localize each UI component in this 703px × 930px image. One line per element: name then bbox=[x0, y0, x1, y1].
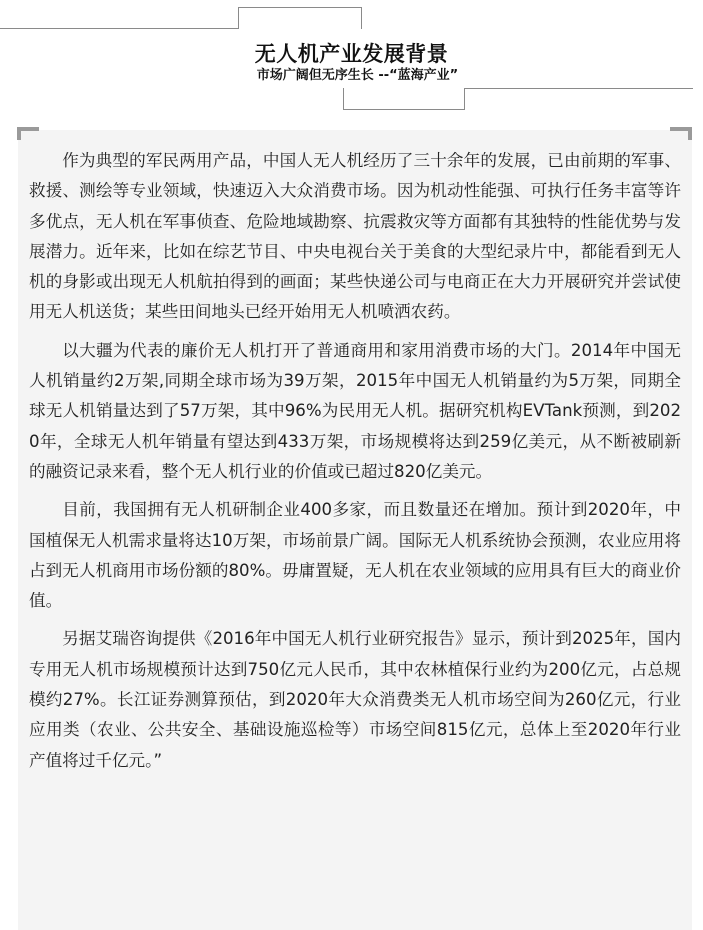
header-frame-bottom-left bbox=[343, 88, 344, 110]
page-subtitle: 市场广阔但无序生长 --“蓝海产业” bbox=[256, 68, 459, 83]
header-rule-top-left bbox=[0, 28, 238, 29]
header-frame-bottom bbox=[343, 109, 465, 110]
header-frame-bottom-right bbox=[464, 88, 465, 110]
paragraph-1: 作为典型的军民两用产品，中国人无人机经历了三十余年的发展，已由前期的军事、救援、测绘等专业领域，快速迈入大众消费市场。因为机动性能强、可执行任务丰富等许多优点，无人机在军事侦查、危险地域勘察、抗震救灾等方面都有其独特的性能优势与发展潜力。近年来，比如在综艺节目、中央电视台关于美食的大型纪录片中，都能看到无人机的身影或出现无人机航拍得到的画面；某些快递公司与电商正在大力开展研究并尝试使用无人机送货；某些田间地头已经开始用无人机喷洒农药。 bbox=[29, 151, 681, 322]
panel-corner-top-left bbox=[17, 127, 39, 140]
header-frame-right bbox=[361, 7, 362, 29]
header-rule-bottom-right bbox=[464, 88, 693, 89]
paragraph-4: 另据艾瑞咨询提供《2016年中国无人机行业研究报告》显示，预计到2025年，国内专用无人机市场规模预计达到750亿元人民币，其中农林植保行业约为200亿元，占总规模约27%。长江证券测算预估，到2020年大众消费类无人机市场空间为260亿元，行业应用类（农业、公共安全、基础设施巡检等）市场空间815亿元，总体上至2020年行业产值将过千亿元。” bbox=[29, 629, 681, 770]
article-body bbox=[29, 146, 681, 776]
header-frame-left bbox=[238, 7, 239, 29]
header-frame-top bbox=[238, 7, 362, 8]
panel-corner-top-right bbox=[670, 127, 692, 140]
paragraph-3: 目前，我国拥有无人机研制企业400多家，而且数量还在增加。预计到2020年，中国植保无人机需求量将达10万架，市场前景广阔。国际无人机系统协会预测，农业应用将占到无人机商用市场份额的80%。毋庸置疑，无人机在农业领域的应用具有巨大的商业价值。 bbox=[29, 500, 681, 611]
paragraph-2: 以大疆为代表的廉价无人机打开了普通商用和家用消费市场的大门。2014年中国无人机销量约2万架,同期全球市场为39万架，2015年中国无人机销量约为5万架，同期全球无人机销量达到了57万架，其中96%为民用无人机。据研究机构EVTank预测，到2020年，全球无人机年销量有望达到433万架，市场规模将达到259亿美元，从不断被刷新的融资记录来看，整个无人机行业的价值或已超过820亿美元。 bbox=[29, 340, 681, 481]
page-title: 无人机产业发展背景 bbox=[254, 42, 449, 66]
